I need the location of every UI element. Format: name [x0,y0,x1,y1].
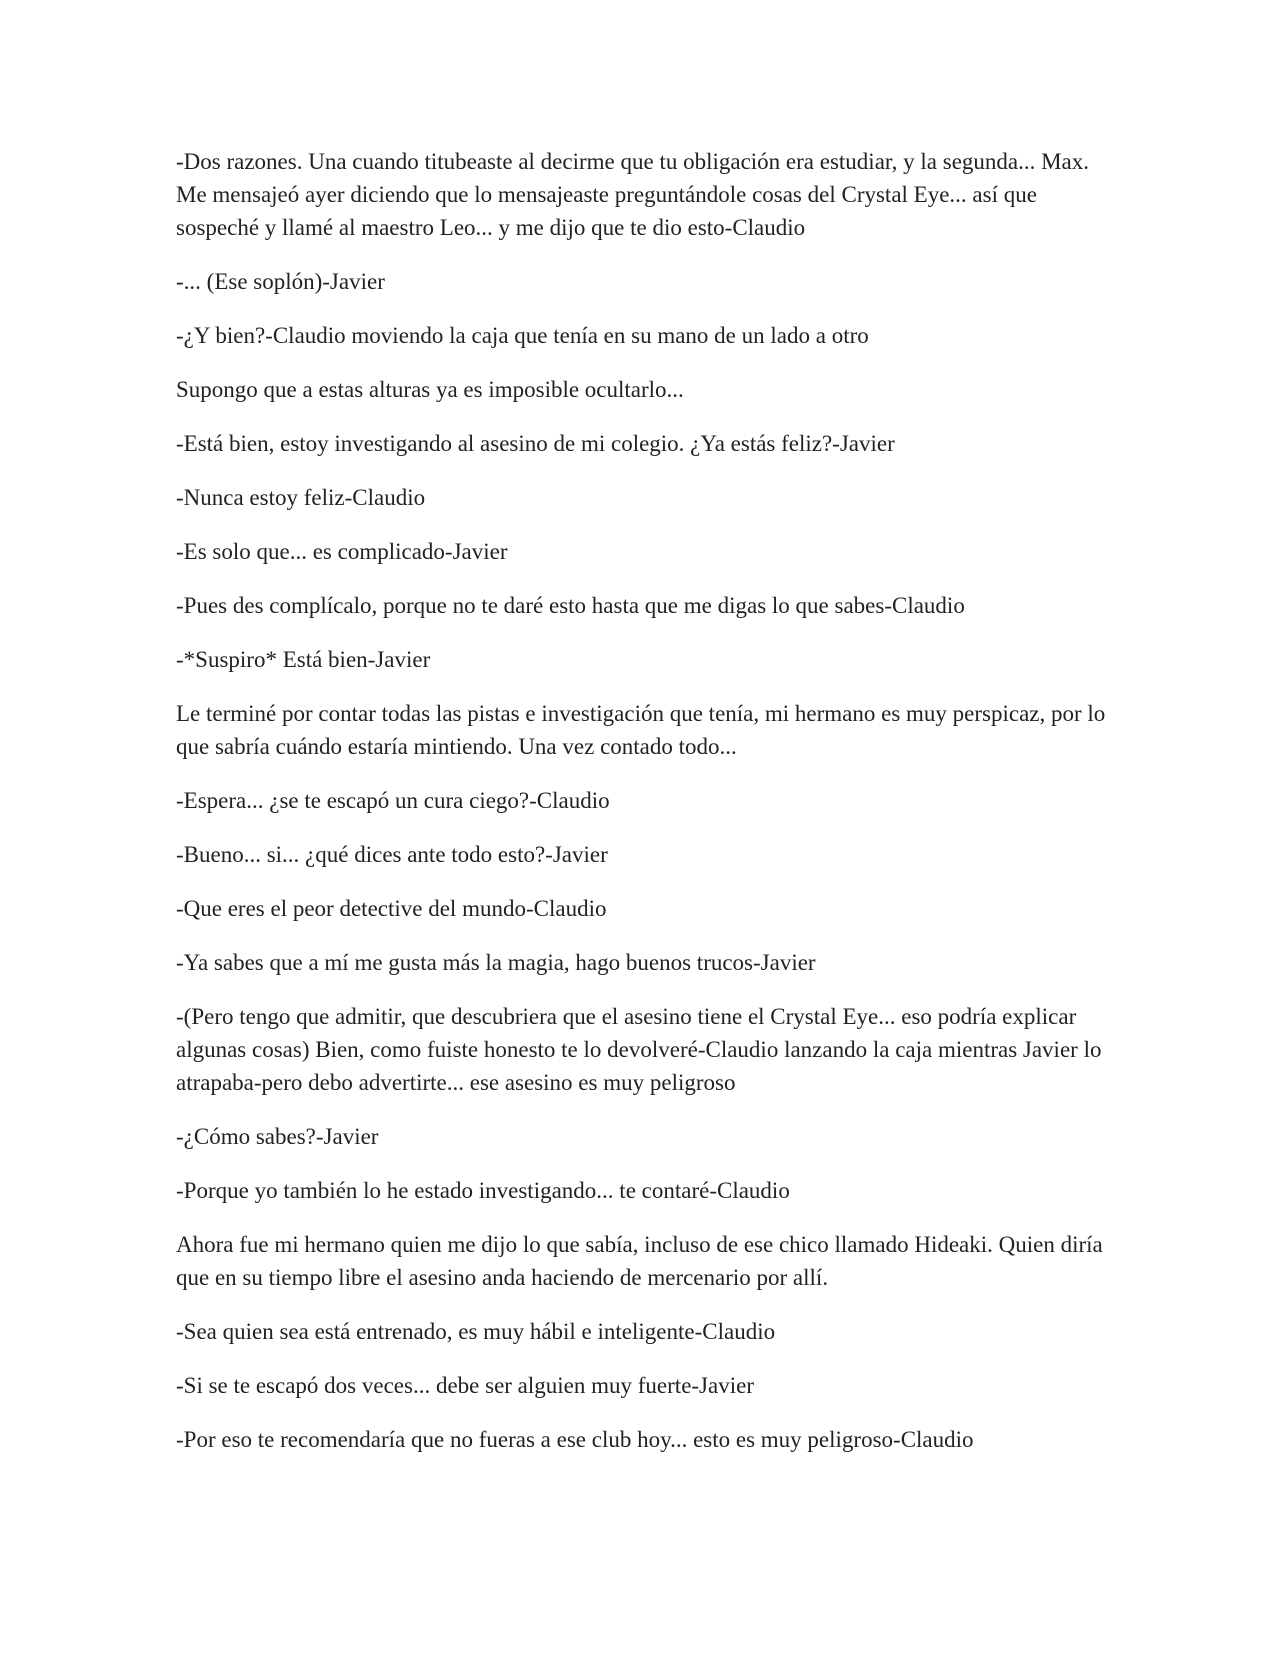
paragraph: -Ya sabes que a mí me gusta más la magia, hago buenos trucos-Javier [176,950,816,975]
paragraph: -Por eso te recomendaría que no fueras a ese club hoy... esto es muy peligroso-Claudio [176,1427,974,1452]
paragraph: -¿Y bien?-Claudio moviendo la caja que tenía en su mano de un lado a otro [176,323,869,348]
paragraph: -Espera... ¿se te escapó un cura ciego?-Claudio [176,788,610,813]
paragraph: -Está bien, estoy investigando al asesino de mi colegio. ¿Ya estás feliz?-Javier [176,431,895,456]
paragraph: -Que eres el peor detective del mundo-Claudio [176,896,607,921]
paragraph: -Bueno... si... ¿qué dices ante todo esto?-Javier [176,842,608,867]
paragraph: -Es solo que... es complicado-Javier [176,539,508,564]
paragraph: -(Pero tengo que admitir, que descubriera que el asesino tiene el Crystal Eye... eso podría explicar algunas cosas) Bien, como fuiste honesto te lo devolveré-Claudio lanzando la caja mientras Javier lo atrapaba-pero debo advertirte... ese asesino es muy peligroso [176,1004,1102,1095]
document-body [176,145,1106,1477]
paragraph: Ahora fue mi hermano quien me dijo lo que sabía, incluso de ese chico llamado Hideaki. Quien diría que en su tiempo libre el asesino anda haciendo de mercenario por allí. [176,1232,1103,1290]
paragraph: Supongo que a estas alturas ya es imposible ocultarlo... [176,377,684,402]
paragraph: -Si se te escapó dos veces... debe ser alguien muy fuerte-Javier [176,1373,754,1398]
paragraph: -Pues des complícalo, porque no te daré esto hasta que me digas lo que sabes-Claudio [176,593,965,618]
paragraph: -Porque yo también lo he estado investigando... te contaré-Claudio [176,1178,790,1203]
paragraph: Le terminé por contar todas las pistas e investigación que tenía, mi hermano es muy perspicaz, por lo que sabría cuándo estaría mintiendo. Una vez contado todo... [176,701,1106,759]
paragraph: -Nunca estoy feliz-Claudio [176,485,426,510]
paragraph: -*Suspiro* Está bien-Javier [176,647,431,672]
paragraph: -Sea quien sea está entrenado, es muy hábil e inteligente-Claudio [176,1319,776,1344]
paragraph: -¿Cómo sabes?-Javier [176,1124,379,1149]
paragraph: -Dos razones. Una cuando titubeaste al decirme que tu obligación era estudiar, y la segunda... Max. Me mensajeó ayer diciendo que lo mensajeaste preguntándole cosas del Crystal Eye... así que sospeché y llamé al maestro Leo... y me dijo que te dio esto-Claudio [176,149,1090,240]
paragraph: -... (Ese soplón)-Javier [176,269,385,294]
